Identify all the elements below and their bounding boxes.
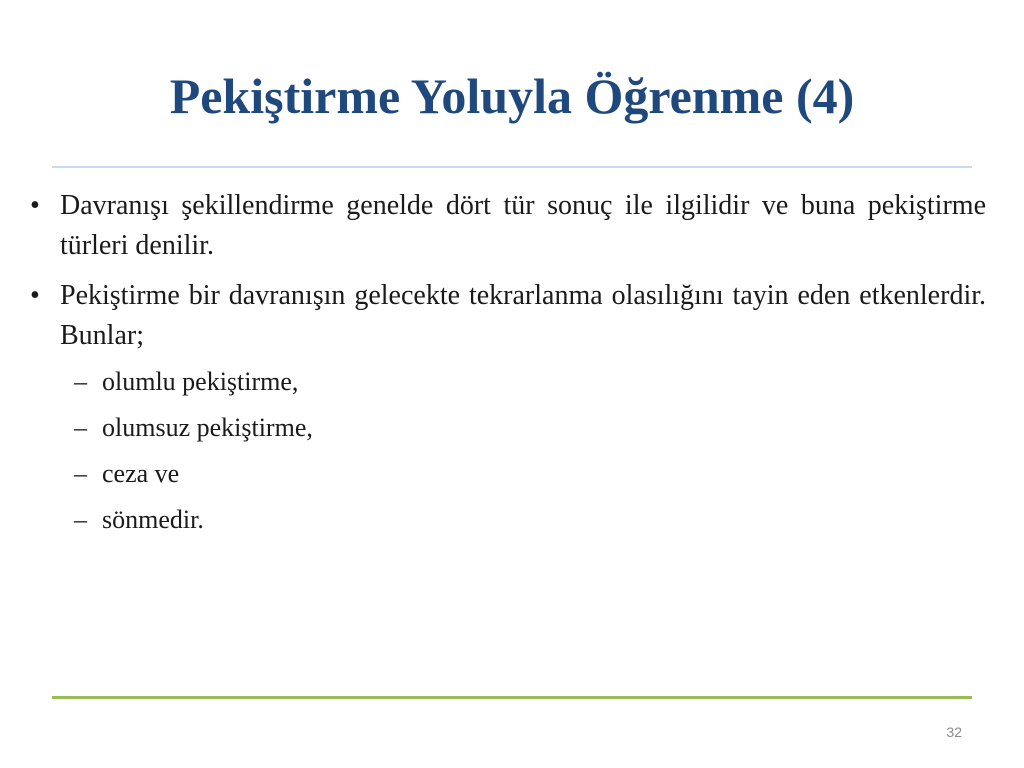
- bullet-item: [28, 276, 986, 356]
- title-divider: [52, 166, 972, 168]
- bullet-text: Davranışı şekillendirme genelde dört tür sonuç ile ilgilidir ve buna pekiştirme türleri denilir.: [60, 190, 986, 261]
- slide-title: Pekiştirme Yoluyla Öğrenme (4): [169, 68, 855, 124]
- sub-item-text: olumsuz pekiştirme,: [102, 413, 313, 442]
- sub-item-text: sönmedir.: [102, 505, 204, 534]
- dash-marker: –: [74, 505, 87, 534]
- sub-list: [74, 364, 986, 538]
- dash-marker: –: [74, 459, 87, 488]
- slide-body: [28, 186, 986, 548]
- sub-list-item: [74, 410, 986, 446]
- footer-divider: [52, 696, 972, 699]
- bullet-item: [28, 186, 986, 266]
- bullet-text: Pekiştirme bir davranışın gelecekte tekrarlanma olasılığını tayin eden etkenlerdir. Bunlar;: [60, 280, 986, 351]
- bullet-marker: •: [30, 190, 40, 221]
- sub-item-text: ceza ve: [102, 459, 180, 488]
- bullet-marker: •: [30, 280, 40, 311]
- page-number: 32: [946, 724, 962, 740]
- sub-list-item: [74, 364, 986, 400]
- dash-marker: –: [74, 413, 87, 442]
- sub-list-item: [74, 502, 986, 538]
- sub-list-item: [74, 456, 986, 492]
- dash-marker: –: [74, 367, 87, 396]
- sub-item-text: olumlu pekiştirme,: [102, 367, 299, 396]
